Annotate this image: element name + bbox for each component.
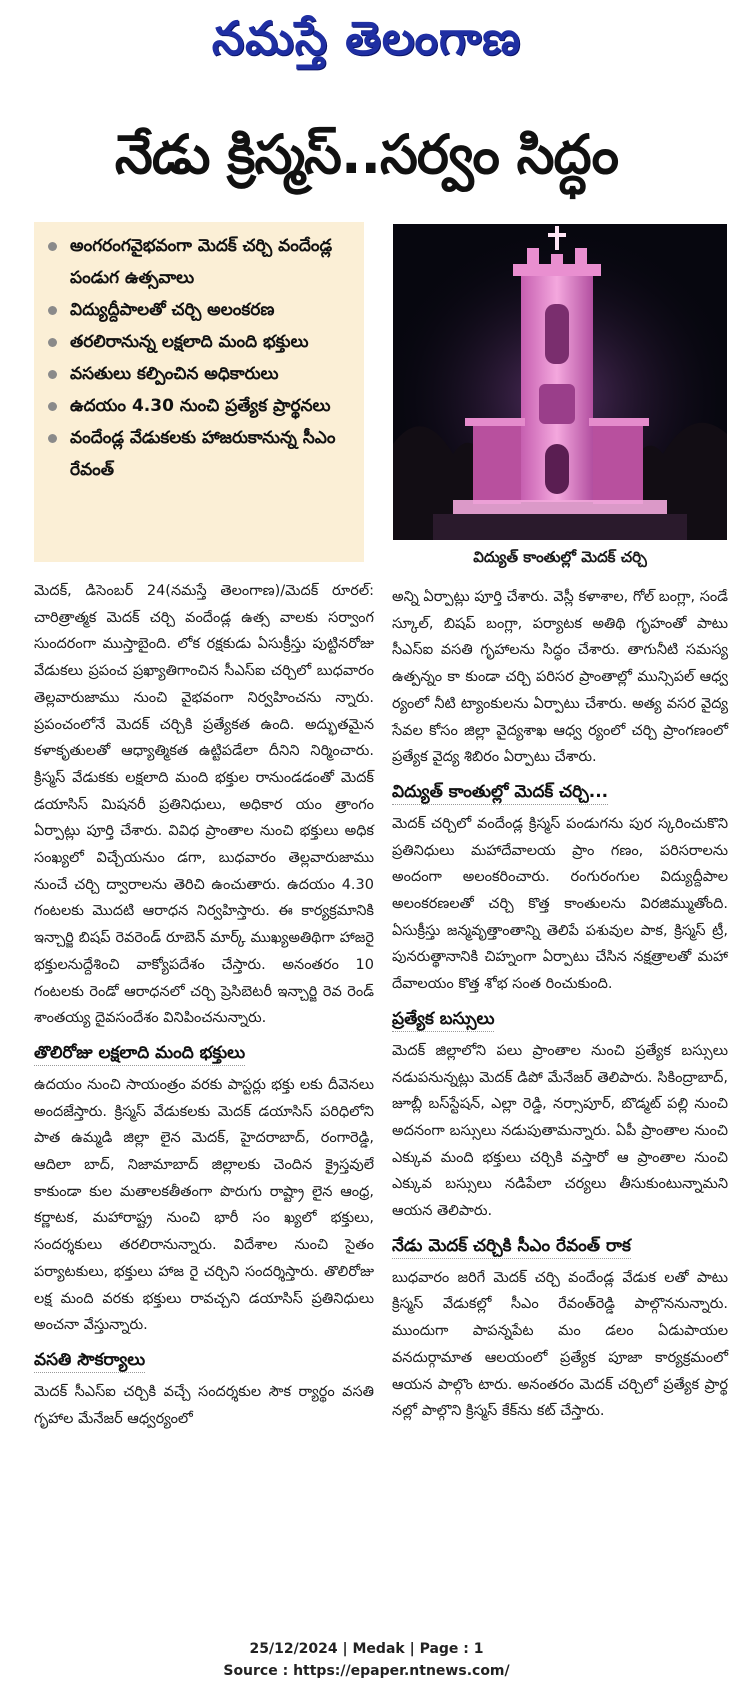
section-heading [392, 1231, 728, 1261]
article-paragraph: మెదక్ జిల్లాలోని పలు ప్రాంతాల నుంచి ప్రత్యేక బస్సులు నడుపనున్నట్లు మెదక్ డిపో మేనేజర్ తెలిపారు. సికింద్రాబాద్, జూబ్లీ బస్‌స్టేషన్, ఎల్లా రెడ్డి, నర్సాపూర్, బొడ్మట్ పల్లి నుంచి అదనంగా బస్సులు నడుపుతామన్నారు. ఏపీ ప్రాంతాల నుంచి ఎక్కువ మంది భక్తులు చర్చికి వస్తారో ఆ ప్రాంతాల నుంచి ఎక్కువ బస్సులు నడిపేలా చర్యలు తీసుకుంటున్నామని ఆయన తెలిపారు. [392, 1042, 728, 1220]
church-illustration [393, 224, 727, 540]
article-column-left [34, 578, 374, 1432]
highlight-item [44, 230, 358, 294]
section-heading-text: విద్యుత్ కాంతుల్లో మెదక్ చర్చి... [392, 782, 608, 805]
section-heading [392, 1004, 728, 1034]
highlight-item [44, 390, 358, 422]
highlight-text: అంగరంగవైభవంగా మెదక్ చర్చి వందేండ్ల పండుగ ఉత్సవాలు [70, 236, 333, 288]
article-paragraph: బుధవారం జరిగే మెదక్ చర్చి వందేండ్ల వేడుక లతో పాటు క్రిస్మస్ వేడుకల్లో సీఎం రేవంత్‌రెడ్డి పాల్గొననున్నారు. ముందుగా పాపన్నపేట మం డలం ఏడుపాయల వనదుర్గామాత ఆలయంలో ప్రత్యేక పూజా కార్యక్రమంలో ఆయన పాల్గొం టారు. అనంతరం మెదక్ చర్చిలో ప్రత్యేక ప్రార్థ నల్లో పాల్గొని క్రిస్మస్ కేక్‌ను కట్ చేస్తారు. [392, 1269, 728, 1420]
article-paragraph: మెదక్ సీఎస్ఐ చర్చికి వచ్చే సందర్శకుల సౌక ర్యార్థం వసతి గృహాల మేనేజర్ ఆధ్వర్యంలో [34, 1383, 374, 1427]
section-heading-text: ప్రత్యేక బస్సులు [392, 1009, 494, 1032]
section-heading [34, 1345, 374, 1375]
highlights-box [34, 222, 364, 562]
highlight-item [44, 358, 358, 390]
footer-date-line: 25/12/2024 | Medak | Page : 1 [249, 1641, 484, 1657]
section-heading-text: వసతి సౌకర్యాలు [34, 1350, 145, 1373]
highlight-item [44, 294, 358, 326]
highlight-text: వందేండ్ల వేడుకలకు హాజరుకానున్న సీఎం రేవంత్ [70, 428, 336, 480]
masthead-logo: నమస్తే తెలంగాణ [211, 11, 522, 65]
article-column-right [392, 584, 728, 1425]
bullet-icon [48, 306, 57, 315]
section-heading [34, 1038, 374, 1068]
highlight-text: విద్యుద్దీపాలతో చర్చి అలంకరణ [70, 300, 275, 320]
section-heading-text: తొలిరోజు లక్షలాది మంది భక్తులు [34, 1043, 245, 1066]
highlight-text: తరలిరానున్న లక్షలాది మంది భక్తులు [70, 332, 309, 352]
highlight-item [44, 326, 358, 358]
section-heading [392, 777, 728, 807]
section-heading-text: నేడు మెదక్ చర్చికి సీఎం రేవంత్ రాక [392, 1236, 631, 1259]
bullet-icon [48, 370, 57, 379]
church-photo [393, 224, 727, 540]
article-paragraph: ఉదయం నుంచి సాయంత్రం వరకు పాస్టర్లు భక్తు లకు దీవెనలు అందజేస్తారు. క్రిస్మస్ వేడుకలకు మెదక్ డయాసిస్ పరిధిలోని పాత ఉమ్మడి జిల్లా లైన మెదక్, హైదరాబాద్, రంగారెడ్డి, ఆదిలా బాద్, నిజామాబాద్ జిల్లాలకు చెందిన క్రైస్తవులే కాకుండా కుల మతాలకతీతంగా పొరుగు రాష్ట్రా లైన ఆంధ్ర, కర్ణాటక, మహారాష్ట్ర నుంచి భారీ సం ఖ్యలో భక్తులు, సందర్శకులు తరలిరానున్నారు. విదేశాల నుంచి సైతం పర్యాటకులు, భక్తులు హాజ రై చర్చిని సందర్శిస్తారు. తొలిరోజు లక్ష మంది వరకు భక్తులు రావచ్చని డయాసిస్ ప్రతినిధులు అంచనా వేస్తున్నారు. [34, 1076, 374, 1334]
article-paragraph: మెదక్, డిసెంబర్ 24(నమస్తే తెలంగాణ)/మెదక్ రూరల్: చారిత్రాత్మక మెదక్ చర్చి వందేండ్ల ఉత్స వాలకు సర్వాంగ సుందరంగా ముస్తాబైంది. లోక రక్షకుడు ఏసుక్రీస్తు పుట్టినరోజు వేడుకలు ప్రపంచ ప్రఖ్యాతిగాంచిన సీఎస్ఐ చర్చిలో బుధవారం తెల్లవారుజాము నుంచి వైభవంగా నిర్వహించను న్నారు. ప్రపంచంలోనే మెదక్ చర్చికి ప్రత్యేకత ఉంది. అద్భుతమైన కళాకృతులతో ఆధ్యాత్మికత ఉట్టిపడేలా దీనిని నిర్మించారు. క్రిస్మస్ వేడుకకు లక్షలాది మంది భక్తుల రానుండడంతో మెదక్ డయాసిస్ మిషనరీ ప్రతినిధులు, అధికార యం త్రాంగం ఏర్పాట్లు పూర్తి చేశారు. వివిధ ప్రాంతాల నుంచి భక్తులు అధిక సంఖ్యలో విచ్చేయనుం డగా, బుధవారం తెల్లవారుజాము నుంచే చర్చి ద్వారాలను తెరిచి ఉంచుతారు. ఉదయం 4.30 గంటలకు మొదటి ఆరాధన నిర్వహిస్తారు. ఈ కార్యక్రమానికి ఇన్చార్జి బిషప్ రెవరెండ్ రూబెన్ మార్క్ ముఖ్యఅతిథిగా హాజరై భక్తులనుద్దేశించి వాక్యోపదేశం చేస్తారు. అనంతరం 10 గంటలకు రెండో ఆరాధనలో చర్చి ప్రెసిబెటరీ ఇన్చార్జి రెవ రెండ్ శాంతయ్య దైవసందేశం వినిపించనున్నారు. [34, 583, 374, 1027]
highlight-text: ఉదయం 4.30 నుంచి ప్రత్యేక ప్రార్థనలు [70, 396, 331, 416]
bullet-icon [48, 402, 57, 411]
footer-source-line: Source : https://epaper.ntnews.com/ [223, 1663, 510, 1679]
page-footer [0, 1638, 733, 1682]
headline: నేడు క్రిస్మస్..సర్వం సిద్ధం [114, 123, 619, 186]
highlight-text: వసతులు కల్పించిన అధికారులు [70, 364, 279, 384]
bullet-icon [48, 242, 57, 251]
photo-caption: విద్యుత్ కాంతుల్లో మెదక్ చర్చి [473, 548, 647, 566]
cross-icon [555, 226, 559, 250]
article-paragraph: మెదక్ చర్చిలో వందేండ్ల క్రిస్మస్ పండుగను పుర స్కరించుకొని ప్రతినిధులు మహాదేవాలయ ప్రాం గణం, పరిసరాలను అందంగా అలంకరించారు. రంగురంగుల విద్యుద్దీపాల అలంకరణలతో చర్చి కొత్త కాంతులను విరజిమ్ముతోంది. ఏసుక్రీస్తు జన్మవృత్తాంతాన్ని తెలిపే పశువుల పాక, క్రిస్మస్ ట్రీ, పునరుత్థానానికి చిహ్నంగా ఏర్పాటు చేసిన నక్షత్రాలతో మహా దేవాలయం కొత్త శోభ సంత రించుకుంది. [392, 815, 728, 993]
article-paragraph: అన్ని ఏర్పాట్లు పూర్తి చేశారు. వెస్లీ కళాశాల, గోల్ బంగ్లా, సండే స్కూల్, బిషప్ బంగ్లా, పర్యాటక అతిథి గృహంతో పాటు సీఎస్ఐ వసతి గృహాలను సిద్ధం చేశారు. తాగునీటి సమస్య ఉత్పన్నం కా కుండా చర్చి పరిసర ప్రాంతాల్లో మున్సిపల్ ఆధ్వ ర్యంలో నీటి ట్యాంకులను ఏర్పాటు చేశారు. అత్య వసర వైద్య సేవల కోసం జిల్లా వైద్యశాఖ ఆధ్వ ర్యంలో చర్చి ప్రాంగణంలో ప్రత్యేక వైద్య శిబిరం ఏర్పాటు చేశారు. [392, 589, 728, 766]
highlight-item [44, 422, 358, 486]
bullet-icon [48, 434, 57, 443]
bullet-icon [48, 338, 57, 347]
